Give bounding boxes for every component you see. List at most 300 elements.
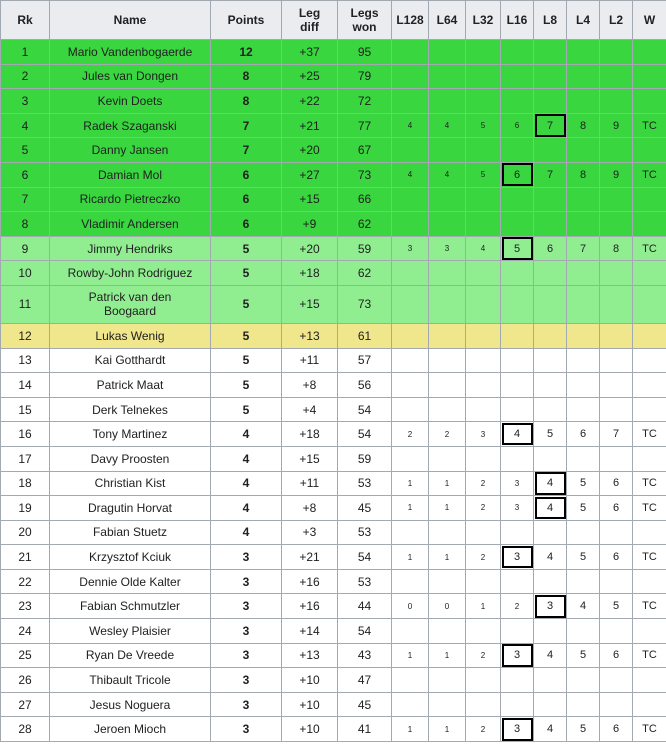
- l32-cell: 2: [466, 545, 501, 570]
- l128-cell: 1: [392, 496, 429, 521]
- w-cell: TC: [633, 717, 666, 742]
- l64-cell: [429, 64, 466, 89]
- l2-cell: [600, 323, 633, 348]
- l16-cell: [501, 323, 534, 348]
- l2-cell: [600, 348, 633, 373]
- l2-cell: [600, 446, 633, 471]
- legs-won-cell: 45: [338, 692, 392, 717]
- points-cell: 5: [211, 323, 282, 348]
- l128-cell: [392, 619, 429, 644]
- l8-cell: [534, 212, 567, 237]
- l128-cell: [392, 212, 429, 237]
- l2-cell: [600, 692, 633, 717]
- w-cell: [633, 212, 666, 237]
- l128-cell: [392, 64, 429, 89]
- header-l128: L128: [392, 1, 429, 40]
- l8-cell: [534, 446, 567, 471]
- header-leg-diff-line2: diff: [300, 20, 319, 34]
- l64-cell: [429, 40, 466, 65]
- player-name-cell: Kevin Doets: [50, 89, 211, 114]
- l128-cell: 1: [392, 643, 429, 668]
- points-cell: 3: [211, 619, 282, 644]
- l16-cell: [501, 138, 534, 163]
- table-row: [1, 471, 666, 496]
- w-cell: [633, 261, 666, 286]
- l4-cell: 4: [567, 594, 600, 619]
- rank-cell: 4: [1, 113, 50, 138]
- points-cell: 6: [211, 187, 282, 212]
- table-row: [1, 187, 666, 212]
- l8-cell: [534, 138, 567, 163]
- l4-cell: [567, 520, 600, 545]
- rank-cell: 23: [1, 594, 50, 619]
- l128-cell: 4: [392, 113, 429, 138]
- l4-cell: [567, 446, 600, 471]
- leg-diff-cell: +8: [282, 373, 338, 398]
- leg-diff-cell: +25: [282, 64, 338, 89]
- l32-cell: [466, 668, 501, 693]
- l128-cell: [392, 692, 429, 717]
- l2-cell: 6: [600, 643, 633, 668]
- header-points: Points: [211, 1, 282, 40]
- l2-cell: [600, 668, 633, 693]
- legs-won-cell: 62: [338, 261, 392, 286]
- rank-cell: 24: [1, 619, 50, 644]
- l4-cell: [567, 64, 600, 89]
- rank-cell: 22: [1, 569, 50, 594]
- table-row: [1, 323, 666, 348]
- table-row: [1, 692, 666, 717]
- rank-cell: 20: [1, 520, 50, 545]
- l32-cell: [466, 348, 501, 373]
- header-leg-diff: [282, 1, 338, 40]
- w-cell: [633, 373, 666, 398]
- l64-cell: [429, 520, 466, 545]
- player-name-cell: Vladimir Andersen: [50, 212, 211, 237]
- header-l8: L8: [534, 1, 567, 40]
- legs-won-cell: 45: [338, 496, 392, 521]
- points-cell: 12: [211, 40, 282, 65]
- l8-cell: [534, 285, 567, 323]
- l64-cell: [429, 261, 466, 286]
- l64-cell: [429, 138, 466, 163]
- leg-diff-cell: +18: [282, 422, 338, 447]
- l16-cell: [501, 187, 534, 212]
- l8-cell: 5: [534, 422, 567, 447]
- rank-cell: 14: [1, 373, 50, 398]
- l128-cell: [392, 323, 429, 348]
- l2-cell: 6: [600, 545, 633, 570]
- points-cell: 5: [211, 261, 282, 286]
- l128-cell: 2: [392, 422, 429, 447]
- l2-cell: [600, 285, 633, 323]
- player-name-cell: Fabian Stuetz: [50, 520, 211, 545]
- l32-cell: 5: [466, 162, 501, 187]
- header-legs-won-line1: Legs: [350, 6, 379, 20]
- l8-cell: [534, 668, 567, 693]
- l4-cell: 5: [567, 545, 600, 570]
- table-row: [1, 64, 666, 89]
- leg-diff-cell: +9: [282, 212, 338, 237]
- points-cell: 4: [211, 471, 282, 496]
- l32-cell: [466, 520, 501, 545]
- l16-cell: [501, 397, 534, 422]
- rank-cell: 17: [1, 446, 50, 471]
- leg-diff-cell: +18: [282, 261, 338, 286]
- leg-diff-cell: +27: [282, 162, 338, 187]
- l32-cell: [466, 64, 501, 89]
- l128-cell: 4: [392, 162, 429, 187]
- l16-cell: 6: [501, 113, 534, 138]
- l16-cell: 3: [501, 471, 534, 496]
- header-l32: L32: [466, 1, 501, 40]
- l16-cell: [501, 692, 534, 717]
- l2-cell: [600, 569, 633, 594]
- l8-cell: [534, 187, 567, 212]
- w-cell: TC: [633, 422, 666, 447]
- l32-cell: [466, 212, 501, 237]
- l128-cell: [392, 261, 429, 286]
- table-row: [1, 422, 666, 447]
- l32-cell: 4: [466, 236, 501, 261]
- l128-cell: [392, 89, 429, 114]
- l32-cell: 2: [466, 717, 501, 742]
- w-cell: TC: [633, 643, 666, 668]
- l128-cell: [392, 668, 429, 693]
- l16-cell: [501, 89, 534, 114]
- l128-cell: 0: [392, 594, 429, 619]
- rank-cell: 21: [1, 545, 50, 570]
- leg-diff-cell: +11: [282, 348, 338, 373]
- l16-cell: [501, 348, 534, 373]
- legs-won-cell: 53: [338, 569, 392, 594]
- points-cell: 4: [211, 496, 282, 521]
- player-name-cell: Wesley Plaisier: [50, 619, 211, 644]
- rank-cell: 12: [1, 323, 50, 348]
- l128-cell: [392, 373, 429, 398]
- player-name-cell: Tony Martinez: [50, 422, 211, 447]
- leg-diff-cell: +10: [282, 668, 338, 693]
- l64-cell: 1: [429, 496, 466, 521]
- rank-cell: 15: [1, 397, 50, 422]
- table-row: [1, 619, 666, 644]
- l4-cell: 8: [567, 113, 600, 138]
- l4-cell: [567, 373, 600, 398]
- rank-cell: 2: [1, 64, 50, 89]
- l128-cell: 1: [392, 545, 429, 570]
- legs-won-cell: 61: [338, 323, 392, 348]
- l8-cell: 7: [534, 162, 567, 187]
- leg-diff-cell: +13: [282, 323, 338, 348]
- l2-cell: 8: [600, 236, 633, 261]
- l64-cell: 1: [429, 717, 466, 742]
- l16-cell: 2: [501, 594, 534, 619]
- l64-cell: 4: [429, 162, 466, 187]
- rank-cell: 18: [1, 471, 50, 496]
- l8-cell: 6: [534, 236, 567, 261]
- l32-cell: 2: [466, 471, 501, 496]
- header-l4: L4: [567, 1, 600, 40]
- l16-cell: 4: [501, 422, 534, 447]
- l16-cell: [501, 446, 534, 471]
- l16-cell: [501, 40, 534, 65]
- l16-cell: [501, 569, 534, 594]
- l32-cell: 5: [466, 113, 501, 138]
- l32-cell: 2: [466, 643, 501, 668]
- w-cell: [633, 692, 666, 717]
- l4-cell: [567, 187, 600, 212]
- l2-cell: [600, 373, 633, 398]
- w-cell: [633, 520, 666, 545]
- l2-cell: [600, 212, 633, 237]
- table-row: [1, 668, 666, 693]
- player-name-cell: Kai Gotthardt: [50, 348, 211, 373]
- l128-cell: [392, 187, 429, 212]
- rank-cell: 1: [1, 40, 50, 65]
- table-row: [1, 643, 666, 668]
- legs-won-cell: 53: [338, 520, 392, 545]
- l8-cell: [534, 373, 567, 398]
- points-cell: 7: [211, 138, 282, 163]
- rank-cell: 7: [1, 187, 50, 212]
- points-cell: 4: [211, 520, 282, 545]
- player-name-line2: Boogaard: [103, 304, 157, 319]
- l128-cell: 3: [392, 236, 429, 261]
- l4-cell: 7: [567, 236, 600, 261]
- l32-cell: [466, 323, 501, 348]
- l32-cell: [466, 138, 501, 163]
- l64-cell: [429, 373, 466, 398]
- points-cell: 3: [211, 717, 282, 742]
- points-cell: 3: [211, 545, 282, 570]
- l32-cell: 3: [466, 422, 501, 447]
- l32-cell: [466, 446, 501, 471]
- l128-cell: [392, 446, 429, 471]
- l64-cell: [429, 692, 466, 717]
- rank-cell: 25: [1, 643, 50, 668]
- l16-cell: 5: [501, 236, 534, 261]
- legs-won-cell: 56: [338, 373, 392, 398]
- player-name-cell: Mario Vandenbogaerde: [50, 40, 211, 65]
- legs-won-cell: 54: [338, 422, 392, 447]
- table-row: [1, 89, 666, 114]
- l4-cell: [567, 261, 600, 286]
- l8-cell: 3: [534, 594, 567, 619]
- w-cell: TC: [633, 594, 666, 619]
- header-row: [1, 1, 666, 40]
- points-cell: 8: [211, 64, 282, 89]
- points-cell: 3: [211, 643, 282, 668]
- l64-cell: 0: [429, 594, 466, 619]
- l32-cell: 1: [466, 594, 501, 619]
- l8-cell: [534, 397, 567, 422]
- table-row: [1, 138, 666, 163]
- l64-cell: [429, 285, 466, 323]
- l8-cell: 4: [534, 545, 567, 570]
- header-name: Name: [50, 1, 211, 40]
- leg-diff-cell: +10: [282, 717, 338, 742]
- l2-cell: 9: [600, 162, 633, 187]
- l2-cell: 6: [600, 717, 633, 742]
- table-row: [1, 717, 666, 742]
- l2-cell: [600, 89, 633, 114]
- l32-cell: [466, 261, 501, 286]
- player-name-cell: Dragutin Horvat: [50, 496, 211, 521]
- l4-cell: [567, 285, 600, 323]
- rank-cell: 8: [1, 212, 50, 237]
- player-name-cell: Danny Jansen: [50, 138, 211, 163]
- l8-cell: 4: [534, 471, 567, 496]
- player-name-cell: Ricardo Pietreczko: [50, 187, 211, 212]
- w-cell: TC: [633, 496, 666, 521]
- player-name-cell: Jeroen Mioch: [50, 717, 211, 742]
- l8-cell: [534, 89, 567, 114]
- header-w: W: [633, 1, 666, 40]
- header-rk: Rk: [1, 1, 50, 40]
- l64-cell: [429, 668, 466, 693]
- table-row: [1, 569, 666, 594]
- l4-cell: 8: [567, 162, 600, 187]
- legs-won-cell: 53: [338, 471, 392, 496]
- rank-cell: 6: [1, 162, 50, 187]
- l64-cell: 3: [429, 236, 466, 261]
- l64-cell: [429, 446, 466, 471]
- l4-cell: [567, 397, 600, 422]
- l64-cell: [429, 212, 466, 237]
- l4-cell: [567, 138, 600, 163]
- rank-cell: 16: [1, 422, 50, 447]
- l64-cell: 4: [429, 113, 466, 138]
- header-legs-won-line2: won: [352, 20, 377, 34]
- l16-cell: [501, 285, 534, 323]
- l2-cell: [600, 261, 633, 286]
- w-cell: [633, 397, 666, 422]
- points-cell: 4: [211, 422, 282, 447]
- leg-diff-cell: +15: [282, 285, 338, 323]
- w-cell: [633, 619, 666, 644]
- l128-cell: [392, 138, 429, 163]
- leg-diff-cell: +15: [282, 446, 338, 471]
- l16-cell: [501, 668, 534, 693]
- points-cell: 5: [211, 373, 282, 398]
- points-cell: 5: [211, 348, 282, 373]
- player-name-line1: Patrick van den: [88, 290, 172, 305]
- w-cell: [633, 40, 666, 65]
- points-cell: 6: [211, 212, 282, 237]
- l128-cell: [392, 569, 429, 594]
- l4-cell: [567, 619, 600, 644]
- rank-cell: 28: [1, 717, 50, 742]
- l8-cell: 7: [534, 113, 567, 138]
- l32-cell: [466, 187, 501, 212]
- l64-cell: 1: [429, 545, 466, 570]
- w-cell: TC: [633, 236, 666, 261]
- points-cell: 6: [211, 162, 282, 187]
- legs-won-cell: 77: [338, 113, 392, 138]
- player-name-cell: Derk Telnekes: [50, 397, 211, 422]
- player-name-cell: Patrick Maat: [50, 373, 211, 398]
- header-legs-won: [338, 1, 392, 40]
- points-cell: 5: [211, 285, 282, 323]
- rank-cell: 19: [1, 496, 50, 521]
- l8-cell: [534, 619, 567, 644]
- l64-cell: [429, 397, 466, 422]
- table-row: [1, 162, 666, 187]
- leg-diff-cell: +16: [282, 594, 338, 619]
- l32-cell: [466, 619, 501, 644]
- w-cell: [633, 64, 666, 89]
- legs-won-cell: 47: [338, 668, 392, 693]
- points-cell: 3: [211, 668, 282, 693]
- points-cell: 3: [211, 594, 282, 619]
- l64-cell: [429, 89, 466, 114]
- rank-cell: 10: [1, 261, 50, 286]
- l16-cell: 3: [501, 545, 534, 570]
- l2-cell: 6: [600, 471, 633, 496]
- table-row: [1, 545, 666, 570]
- leg-diff-cell: +22: [282, 89, 338, 114]
- leg-diff-cell: +13: [282, 643, 338, 668]
- l64-cell: [429, 619, 466, 644]
- l2-cell: [600, 40, 633, 65]
- l2-cell: [600, 619, 633, 644]
- l64-cell: [429, 323, 466, 348]
- leg-diff-cell: +16: [282, 569, 338, 594]
- points-cell: 3: [211, 569, 282, 594]
- rank-cell: 5: [1, 138, 50, 163]
- l8-cell: [534, 692, 567, 717]
- l4-cell: 5: [567, 643, 600, 668]
- points-cell: 3: [211, 692, 282, 717]
- l2-cell: [600, 64, 633, 89]
- w-cell: [633, 348, 666, 373]
- table-row: [1, 348, 666, 373]
- table-row: [1, 212, 666, 237]
- rank-cell: 11: [1, 285, 50, 323]
- l16-cell: [501, 520, 534, 545]
- w-cell: [633, 569, 666, 594]
- player-name-cell: Damian Mol: [50, 162, 211, 187]
- w-cell: TC: [633, 113, 666, 138]
- legs-won-cell: 59: [338, 446, 392, 471]
- legs-won-cell: 62: [338, 212, 392, 237]
- w-cell: [633, 89, 666, 114]
- points-cell: 5: [211, 397, 282, 422]
- player-name-cell: Jules van Dongen: [50, 64, 211, 89]
- points-cell: 8: [211, 89, 282, 114]
- leg-diff-cell: +10: [282, 692, 338, 717]
- player-name-cell: Thibault Tricole: [50, 668, 211, 693]
- points-cell: 5: [211, 236, 282, 261]
- leg-diff-cell: +20: [282, 138, 338, 163]
- l16-cell: [501, 373, 534, 398]
- l8-cell: 4: [534, 643, 567, 668]
- l32-cell: 2: [466, 496, 501, 521]
- table-row: [1, 261, 666, 286]
- l128-cell: [392, 348, 429, 373]
- leg-diff-cell: +8: [282, 496, 338, 521]
- legs-won-cell: 54: [338, 397, 392, 422]
- l2-cell: 9: [600, 113, 633, 138]
- points-cell: 7: [211, 113, 282, 138]
- l64-cell: 1: [429, 471, 466, 496]
- l8-cell: 4: [534, 717, 567, 742]
- leg-diff-cell: +4: [282, 397, 338, 422]
- l2-cell: 7: [600, 422, 633, 447]
- table-row: [1, 285, 666, 323]
- l32-cell: [466, 569, 501, 594]
- l8-cell: 4: [534, 496, 567, 521]
